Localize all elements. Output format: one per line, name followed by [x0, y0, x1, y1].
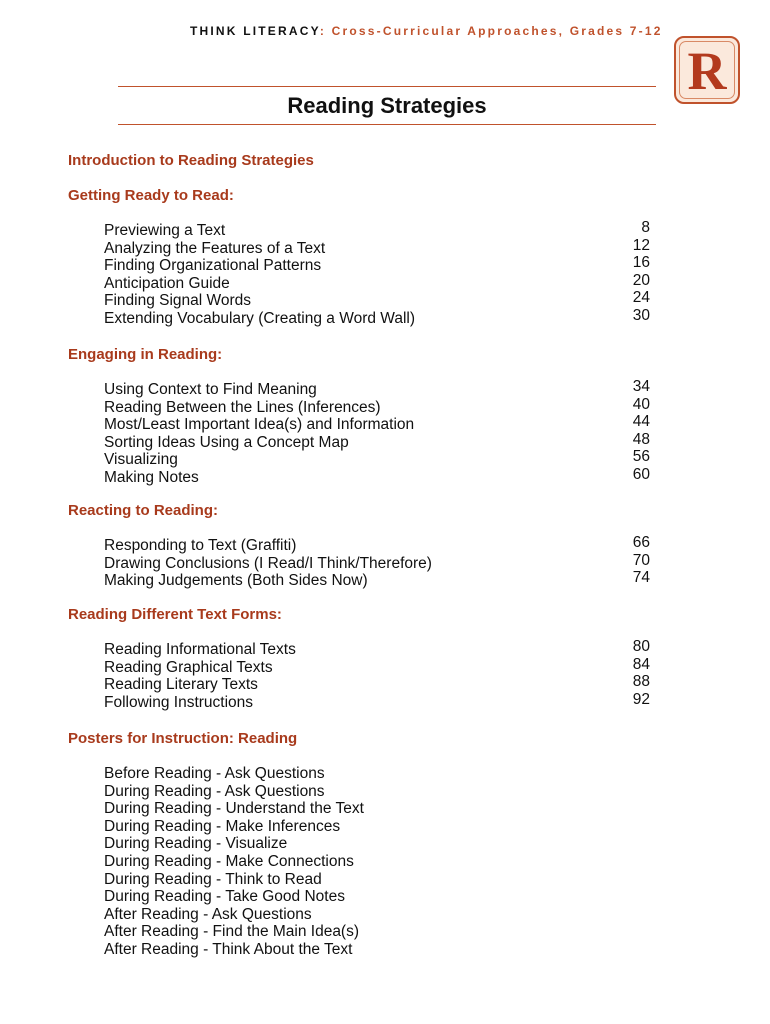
toc-entry-label[interactable]: Reading Graphical Texts [104, 658, 273, 676]
toc-entry-label[interactable]: During Reading - Understand the Text [104, 800, 364, 818]
toc-entry-label[interactable]: Anticipation Guide [104, 274, 230, 292]
toc-entry-page-number: 40 [632, 395, 650, 413]
toc-entry-label[interactable]: Responding to Text (Graffiti) [104, 537, 297, 554]
toc-entry-page-number: 56 [632, 448, 650, 466]
toc-entry-label[interactable]: Making Judgements (Both Sides Now) [104, 572, 368, 590]
toc-entry-label[interactable]: Following Instructions [104, 693, 254, 711]
toc-entry-page-number: 48 [632, 430, 650, 448]
section-heading[interactable]: Reading Different Text Forms: [68, 606, 282, 623]
toc-entry-page-number: 66 [632, 534, 650, 551]
series-name: THINK LITERACY [190, 24, 320, 38]
section-badge [674, 36, 740, 104]
toc-entry-page-number: 84 [632, 655, 650, 673]
toc-entry-label[interactable]: Using Context to Find Meaning [104, 381, 317, 398]
toc-entry-label[interactable]: During Reading - Take Good Notes [104, 888, 345, 906]
toc-entry-label[interactable]: During Reading - Think to Read [104, 870, 322, 888]
toc-entry-page-number: 12 [632, 236, 650, 254]
toc-entry-label[interactable]: Reading Informational Texts [104, 641, 296, 658]
running-header-text [190, 24, 663, 38]
toc-entry-label[interactable]: During Reading - Make Connections [104, 853, 354, 870]
toc-entry-page-number: 24 [632, 289, 650, 307]
toc-entry-label[interactable]: After Reading - Ask Questions [104, 905, 312, 923]
toc-entry-page-number: 92 [632, 690, 650, 708]
toc-entry-page-number: 74 [632, 569, 650, 587]
toc-entry-page-number: 34 [632, 378, 650, 395]
title-rule-bottom [118, 124, 656, 125]
section-heading[interactable]: Reacting to Reading: [68, 502, 219, 519]
toc-entry-label[interactable]: Extending Vocabulary (Creating a Word Wall) [104, 310, 416, 327]
toc-entry-label[interactable]: After Reading - Think About the Text [104, 941, 353, 958]
toc-entry-label[interactable]: Before Reading - Ask Questions [104, 765, 325, 782]
toc-entry-page-number: 88 [632, 673, 650, 691]
toc-entry-label[interactable]: Making Notes [104, 469, 199, 486]
section-heading[interactable]: Engaging in Reading: [68, 346, 223, 363]
toc-entry-label[interactable]: Visualizing [104, 451, 178, 469]
toc-entry-page-number: 8 [641, 219, 650, 236]
toc-entry-label[interactable]: During Reading - Visualize [104, 835, 288, 853]
toc-entry-label[interactable]: Reading Between the Lines (Inferences) [104, 398, 381, 416]
intro-heading[interactable]: Introduction to Reading Strategies [68, 152, 314, 169]
toc-entry-label[interactable]: Finding Organizational Patterns [104, 257, 322, 275]
toc-entry-label[interactable]: During Reading - Make Inferences [104, 817, 341, 835]
section-heading[interactable]: Posters for Instruction: Reading [68, 730, 298, 747]
toc-entry-label[interactable]: Finding Signal Words [104, 292, 252, 310]
toc-entry-label[interactable]: During Reading - Ask Questions [104, 782, 325, 800]
series-subtitle: Cross-Curricular Approaches, Grades 7-12 [331, 24, 663, 38]
toc-entry-label[interactable]: Analyzing the Features of a Text [104, 239, 326, 257]
header-separator: : [319, 24, 332, 38]
toc-entry-page-number: 70 [632, 551, 650, 569]
toc-entry-label[interactable]: Most/Least Important Idea(s) and Information [104, 416, 415, 434]
toc-entry-page-number: 16 [632, 254, 650, 272]
toc-entry-label[interactable]: Sorting Ideas Using a Concept Map [104, 433, 349, 451]
toc-entry-label[interactable]: After Reading - Find the Main Idea(s) [104, 923, 360, 941]
toc-entry-label[interactable]: Reading Literary Texts [104, 676, 258, 694]
page-title: Reading Strategies [287, 93, 487, 118]
title-rule-top [118, 86, 656, 87]
badge-letter: R [687, 41, 727, 101]
toc-entry-page-number: 60 [632, 466, 650, 483]
toc-entry-label[interactable]: Previewing a Text [104, 222, 226, 239]
toc-entry-label[interactable]: Drawing Conclusions (I Read/I Think/Therefore) [104, 554, 432, 572]
toc-entry-page-number: 44 [632, 413, 650, 431]
toc-entry-page-number: 80 [632, 638, 650, 655]
section-heading[interactable]: Getting Ready to Read: [68, 187, 234, 204]
toc-entry-page-number: 30 [632, 307, 650, 324]
toc-entry-page-number: 20 [632, 271, 650, 289]
